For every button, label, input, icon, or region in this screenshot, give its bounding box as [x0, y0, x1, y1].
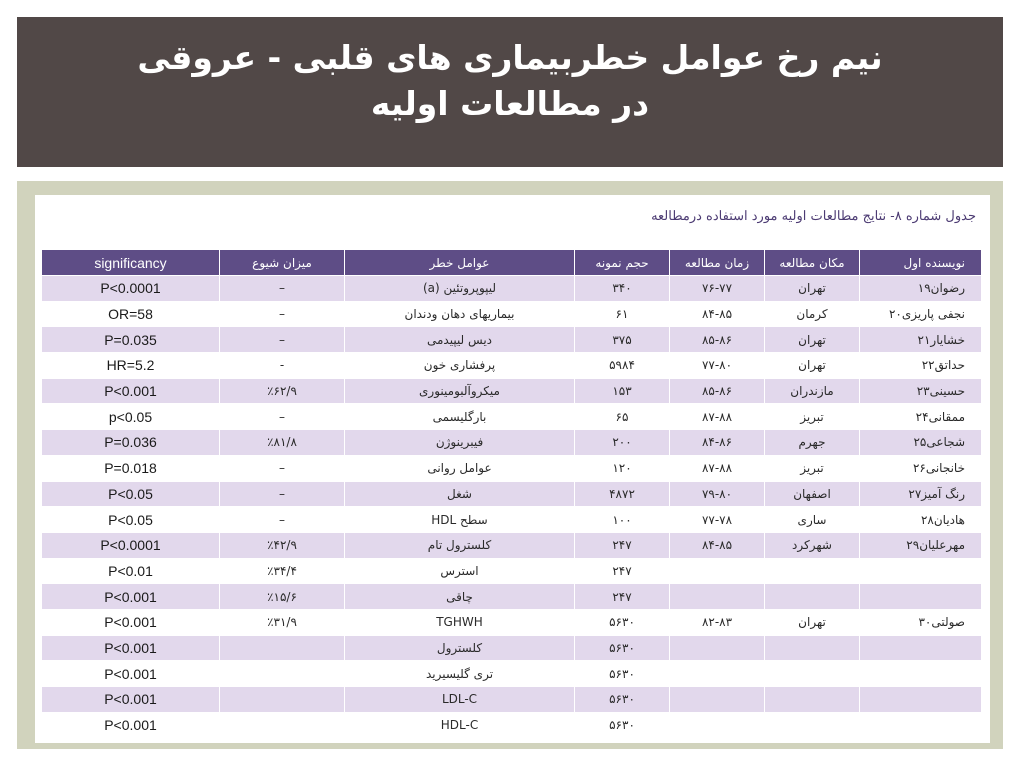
cell-author: شجاعی۲۵ [860, 430, 982, 456]
cell-author [860, 687, 982, 713]
cell-risk-factor: دیس لیپیدمی [345, 327, 575, 353]
table-row [42, 378, 982, 404]
slide-title-line-2: در مطالعات اولیه [370, 84, 650, 123]
table-row [42, 635, 982, 661]
cell-sample-size: ۵۶۳۰ [575, 609, 670, 635]
table-row [42, 455, 982, 481]
cell-risk-factor: عوامل روانی [345, 455, 575, 481]
cell-prevalence [220, 687, 345, 713]
header-prevalence: میزان شیوع [220, 250, 345, 276]
cell-risk-factor: استرس [345, 558, 575, 584]
cell-prevalence: – [220, 301, 345, 327]
cell-author [860, 661, 982, 687]
cell-sample-size: ۱۲۰ [575, 455, 670, 481]
cell-location: کرمان [765, 301, 860, 327]
cell-sample-size: ۳۷۵ [575, 327, 670, 353]
cell-location [765, 584, 860, 610]
cell-risk-factor: بارگلیسمی [345, 404, 575, 430]
cell-significancy: P<0.001 [42, 584, 220, 610]
cell-study-time: ۷۷-۸۰ [670, 353, 765, 379]
cell-study-time [670, 558, 765, 584]
table-row [42, 507, 982, 533]
table-row [42, 712, 982, 738]
cell-location: تبریز [765, 455, 860, 481]
cell-sample-size: ۳۴۰ [575, 276, 670, 302]
cell-risk-factor: LDL-C [345, 687, 575, 713]
cell-sample-size: ۲۴۷ [575, 558, 670, 584]
cell-study-time: ۸۴-۸۶ [670, 430, 765, 456]
cell-study-time: ۷۶-۷۷ [670, 276, 765, 302]
cell-risk-factor: سطح HDL [345, 507, 575, 533]
cell-author: خشایار۲۱ [860, 327, 982, 353]
cell-author: هادیان۲۸ [860, 507, 982, 533]
cell-sample-size: ۵۶۳۰ [575, 712, 670, 738]
cell-prevalence: – [220, 455, 345, 481]
cell-significancy: P<0.001 [42, 635, 220, 661]
table-row [42, 532, 982, 558]
slide-title-line-1: نیم رخ عوامل خطربیماری های قلبی - عروقی [137, 38, 883, 77]
cell-sample-size: ۵۶۳۰ [575, 661, 670, 687]
cell-risk-factor: شغل [345, 481, 575, 507]
table-row [42, 661, 982, 687]
cell-risk-factor: بیماریهای دهان ودندان [345, 301, 575, 327]
cell-significancy: P<0.05 [42, 507, 220, 533]
cell-sample-size: ۲۴۷ [575, 584, 670, 610]
table-body [42, 276, 982, 738]
cell-author: خانجانی۲۶ [860, 455, 982, 481]
cell-significancy: P=0.036 [42, 430, 220, 456]
cell-prevalence: ٪۱۵/۶ [220, 584, 345, 610]
cell-sample-size: ۲۰۰ [575, 430, 670, 456]
cell-significancy: OR=58 [42, 301, 220, 327]
cell-sample-size: ۶۱ [575, 301, 670, 327]
cell-location [765, 661, 860, 687]
cell-author: مهرعلیان۲۹ [860, 532, 982, 558]
cell-prevalence: - [220, 353, 345, 379]
cell-prevalence: ٪۳۱/۹ [220, 609, 345, 635]
cell-study-time [670, 661, 765, 687]
cell-prevalence: – [220, 404, 345, 430]
cell-sample-size: ۵۶۳۰ [575, 687, 670, 713]
cell-prevalence [220, 661, 345, 687]
cell-significancy: P<0.001 [42, 378, 220, 404]
cell-location [765, 712, 860, 738]
cell-location: شهرکرد [765, 532, 860, 558]
table-row [42, 558, 982, 584]
cell-sample-size: ۵۹۸۴ [575, 353, 670, 379]
cell-author [860, 558, 982, 584]
cell-significancy: HR=5.2 [42, 353, 220, 379]
cell-study-time [670, 635, 765, 661]
table-row [42, 301, 982, 327]
cell-significancy: P<0.001 [42, 712, 220, 738]
cell-risk-factor: پرفشاری خون [345, 353, 575, 379]
cell-prevalence: ٪۸۱/۸ [220, 430, 345, 456]
cell-prevalence: – [220, 276, 345, 302]
cell-risk-factor: لیپوپروتئین (a) [345, 276, 575, 302]
cell-risk-factor: میکروآلبومینوری [345, 378, 575, 404]
cell-significancy: P<0.05 [42, 481, 220, 507]
table-row [42, 404, 982, 430]
table-row [42, 609, 982, 635]
cell-prevalence [220, 712, 345, 738]
header-risk-factor: عوامل خطر [345, 250, 575, 276]
table-row [42, 276, 982, 302]
table-row [42, 481, 982, 507]
cell-significancy: P<0.01 [42, 558, 220, 584]
cell-study-time: ۸۵-۸۶ [670, 378, 765, 404]
cell-risk-factor: TGHWH [345, 609, 575, 635]
cell-risk-factor: کلسترول [345, 635, 575, 661]
cell-study-time: ۸۴-۸۵ [670, 532, 765, 558]
table-row [42, 353, 982, 379]
cell-significancy: P=0.018 [42, 455, 220, 481]
header-sample-size: حجم نمونه [575, 250, 670, 276]
cell-sample-size: ۵۶۳۰ [575, 635, 670, 661]
cell-author: حسینی۲۳ [860, 378, 982, 404]
cell-prevalence: – [220, 507, 345, 533]
cell-significancy: P<0.0001 [42, 532, 220, 558]
cell-author [860, 712, 982, 738]
cell-location [765, 635, 860, 661]
cell-study-time: ۷۷-۷۸ [670, 507, 765, 533]
cell-risk-factor: HDL-C [345, 712, 575, 738]
table-header-row [42, 250, 982, 276]
cell-study-time [670, 712, 765, 738]
cell-study-time: ۷۹-۸۰ [670, 481, 765, 507]
risk-factor-table [41, 249, 982, 738]
cell-location: تهران [765, 353, 860, 379]
cell-study-time: ۸۲-۸۳ [670, 609, 765, 635]
cell-study-time: ۸۵-۸۶ [670, 327, 765, 353]
cell-risk-factor: تری گلیسیرید [345, 661, 575, 687]
cell-author: رضوان۱۹ [860, 276, 982, 302]
cell-study-time: ۸۷-۸۸ [670, 455, 765, 481]
cell-study-time: ۸۷-۸۸ [670, 404, 765, 430]
cell-prevalence: ٪۳۴/۴ [220, 558, 345, 584]
table-row [42, 687, 982, 713]
cell-author: حداتق۲۲ [860, 353, 982, 379]
header-significancy: significancy [42, 250, 220, 276]
cell-location: اصفهان [765, 481, 860, 507]
cell-study-time [670, 584, 765, 610]
slide-title-bar [17, 17, 1003, 167]
cell-location: مازندران [765, 378, 860, 404]
cell-significancy: P<0.001 [42, 687, 220, 713]
header-study-time: زمان مطالعه [670, 250, 765, 276]
cell-sample-size: ۱۵۳ [575, 378, 670, 404]
cell-location: تهران [765, 327, 860, 353]
cell-location: تهران [765, 609, 860, 635]
cell-location [765, 687, 860, 713]
cell-sample-size: ۱۰۰ [575, 507, 670, 533]
table-row [42, 327, 982, 353]
cell-risk-factor: چاقی [345, 584, 575, 610]
cell-prevalence: ٪۴۲/۹ [220, 532, 345, 558]
cell-prevalence: – [220, 481, 345, 507]
header-location: مکان مطالعه [765, 250, 860, 276]
cell-study-time: ۸۴-۸۵ [670, 301, 765, 327]
cell-location: تبریز [765, 404, 860, 430]
cell-significancy: P<0.001 [42, 609, 220, 635]
cell-sample-size: ۶۵ [575, 404, 670, 430]
table-row [42, 584, 982, 610]
cell-prevalence [220, 635, 345, 661]
cell-author: رنگ آمیز۲۷ [860, 481, 982, 507]
cell-significancy: P<0.001 [42, 661, 220, 687]
cell-sample-size: ۴۸۷۲ [575, 481, 670, 507]
cell-location [765, 558, 860, 584]
cell-risk-factor: فیبرینوژن [345, 430, 575, 456]
cell-prevalence: – [220, 327, 345, 353]
table-caption: جدول شماره ۸- نتایج مطالعات اولیه مورد استفاده درمطالعه [651, 209, 976, 224]
header-author: نویسنده اول [860, 250, 982, 276]
cell-author [860, 635, 982, 661]
cell-location: ساری [765, 507, 860, 533]
cell-author: نجفی پاریزی۲۰ [860, 301, 982, 327]
cell-author [860, 584, 982, 610]
cell-location: تهران [765, 276, 860, 302]
cell-author: صولتی۳۰ [860, 609, 982, 635]
cell-risk-factor: کلسترول تام [345, 532, 575, 558]
cell-location: جهرم [765, 430, 860, 456]
table-row [42, 430, 982, 456]
cell-sample-size: ۲۴۷ [575, 532, 670, 558]
cell-study-time [670, 687, 765, 713]
cell-prevalence: ٪۶۲/۹ [220, 378, 345, 404]
cell-significancy: P=0.035 [42, 327, 220, 353]
cell-significancy: P<0.0001 [42, 276, 220, 302]
cell-author: ممقانی۲۴ [860, 404, 982, 430]
cell-significancy: p<0.05 [42, 404, 220, 430]
